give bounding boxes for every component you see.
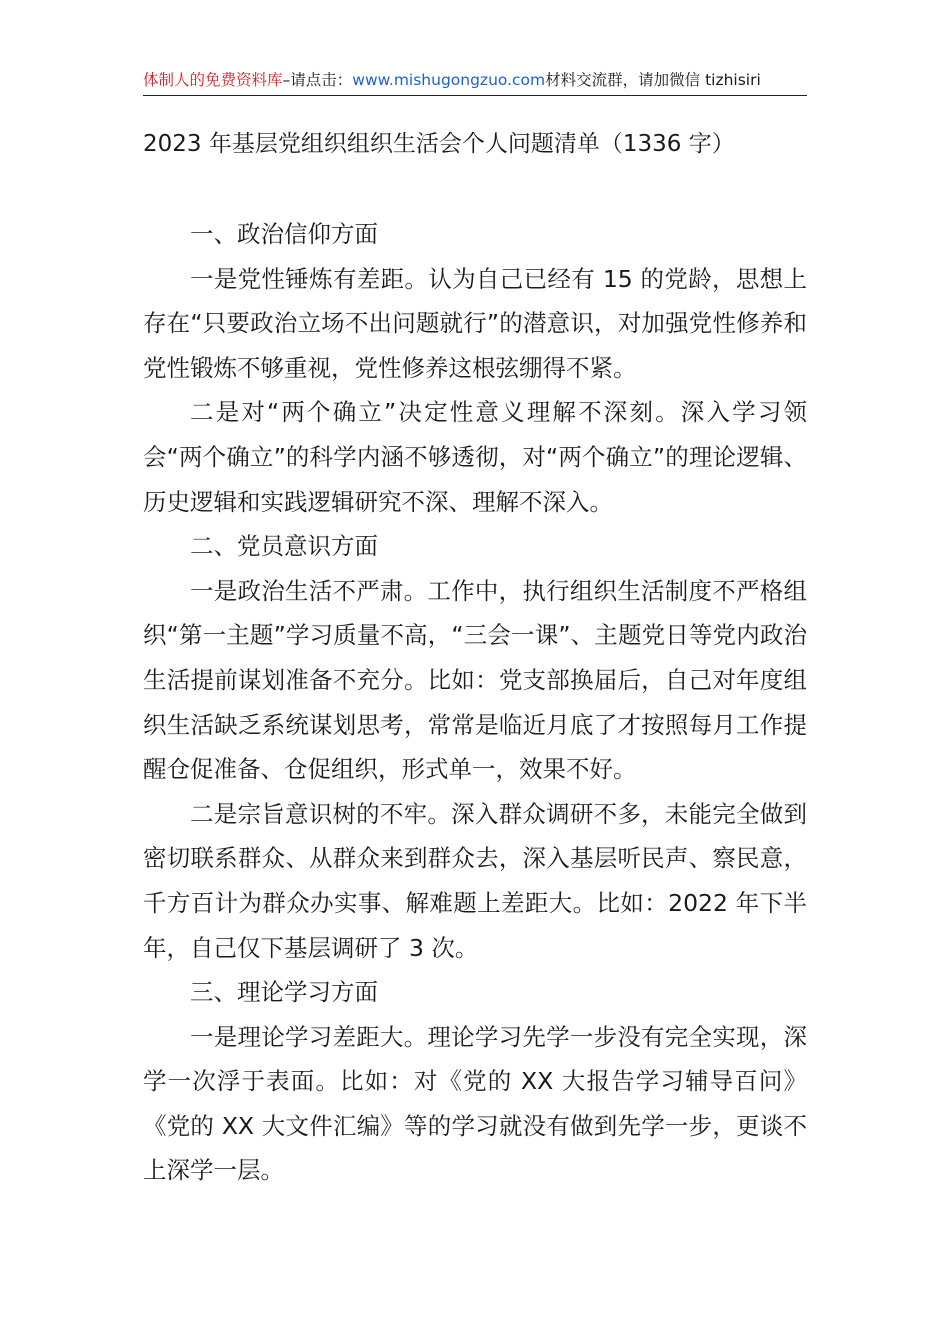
paragraph: 一是党性锤炼有差距。认为自己已经有 15 的党龄，思想上存在“只要政治立场不出问题就行”的潜意识，对加强党性修养和党性锻炼不够重视，党性修养这根弦绷得不紧。	[143, 264, 807, 382]
page-header	[143, 66, 807, 94]
section-heading-political-belief: 一、政治信仰方面	[190, 220, 378, 248]
paragraph: 一是理论学习差距大。理论学习先学一步没有完全实现，深学一次浮于表面。比如：对《党的 XX 大报告学习辅导百问》《党的 XX 大文件汇编》等的学习就没有做到先学一步，更谈不上深学一层。	[143, 1022, 807, 1185]
section-heading-theory-study: 三、理论学习方面	[190, 978, 378, 1007]
header-link[interactable]: www.mishugongzuo.com	[352, 71, 546, 89]
paragraph: 二是对“两个确立”决定性意义理解不深刻。深入学习领会“两个确立”的科学内涵不够透彻，对“两个确立”的理论逻辑、历史逻辑和实践逻辑研究不深、理解不深入。	[143, 398, 807, 516]
header-divider	[143, 95, 807, 96]
paragraph: 二是宗旨意识树的不牢。深入群众调研不多，未能完全做到密切联系群众、从群众来到群众去，深入基层听民声、察民意，千方百计为群众办实事、解难题上差距大。比如：2022 年下半年，自己仅下基层调研了 3 次。	[143, 799, 807, 962]
header-prompt: –请点击：	[282, 71, 353, 89]
document-body	[143, 212, 807, 1193]
document-title: 2023 年基层党组织组织生活会个人问题清单（1336 字）	[143, 131, 735, 157]
paragraph: 一是政治生活不严肃。工作中，执行组织生活制度不严格组织“第一主题”学习质量不高，“三会一课”、主题党日等党内政治生活提前谋划准备不充分。比如：党支部换届后，自己对年度组织生活缺乏系统谋划思考，常常是临近月底了才按照每月工作提醒仓促准备、仓促组织，形式单一，效果不好。	[143, 576, 807, 784]
header-contact: 材料交流群，请加微信 tizhisiri	[545, 71, 761, 89]
section-heading-party-awareness: 二、党员意识方面	[190, 532, 378, 561]
header-brand: 体制人的免费资料库	[143, 71, 283, 89]
